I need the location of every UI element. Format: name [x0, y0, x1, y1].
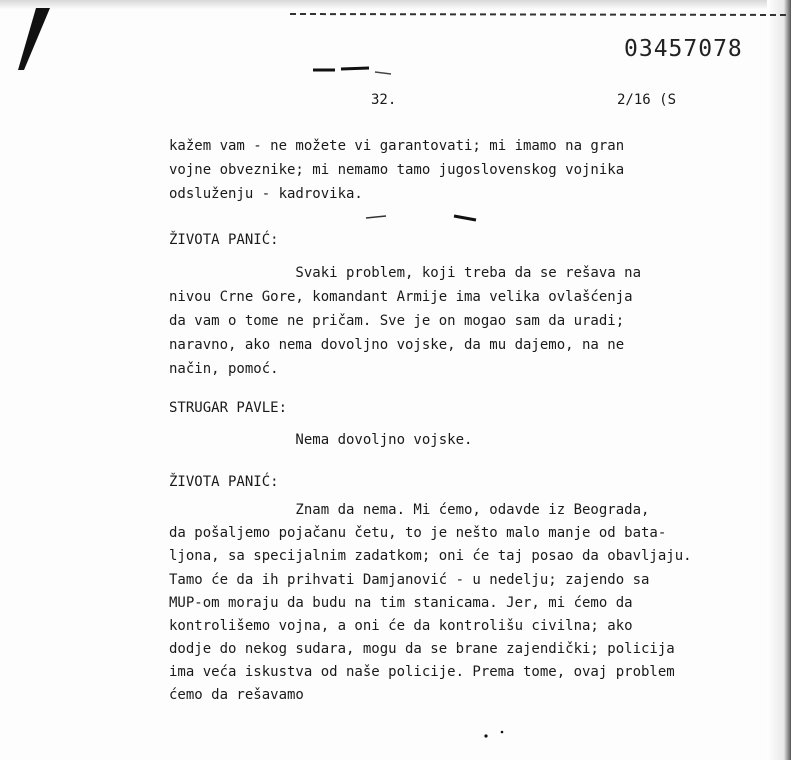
text-line: ljona, sa specijalnim zadatkom; oni će taj posao da obavljaju.: [169, 548, 692, 564]
scan-top-streak: [290, 6, 791, 22]
text-line: način, pomoć.: [169, 361, 279, 377]
text-line: ima veća iskustva od naše policije. Prema tome, ovaj problem: [169, 664, 675, 680]
document-number: 03457078: [624, 36, 743, 62]
text-line: MUP-om moraju da budu na tim stanicama. Jer, mi ćemo da: [169, 595, 633, 611]
text-line: ćemo da rešavamo: [169, 687, 304, 703]
scan-corner-mark: [14, 8, 74, 78]
scan-speckles: [480, 728, 540, 748]
text-line: vojne obveznike; mi nemamo tamo jugoslovenskog vojnika: [169, 162, 625, 178]
speaker-label: ŽIVOTA PANIĆ:: [169, 474, 279, 490]
text-line: da vam o tome ne pričam. Sve je on mogao sam da uradi;: [169, 313, 625, 329]
text-line: da pošaljemo pojačanu četu, to je nešto malo manje od bata-: [169, 525, 667, 541]
scan-right-edge: [767, 0, 791, 760]
speaker-label: STRUGAR PAVLE:: [169, 400, 288, 416]
text-line: naravno, ako nema dovoljno vojske, da mu dajemo, na ne: [169, 337, 625, 353]
reference-code: 2/16 (S: [617, 92, 677, 108]
text-line: Svaki problem, koji treba da se rešava na: [169, 265, 642, 281]
text-line: Znam da nema. Mi ćemo, odavde iz Beograda,: [169, 502, 650, 518]
text-line: dodje do nekog sudara, mogu da se brane zajendički; policija: [169, 641, 675, 657]
speaker-label: ŽIVOTA PANIĆ:: [169, 232, 279, 248]
page-number: 32.: [371, 92, 397, 108]
text-line: Nema dovoljno vojske.: [169, 432, 473, 448]
text-line: kontrolišemo vojna, a oni će da kontrolišu civilna; ako: [169, 618, 633, 634]
scan-dash-marks: [313, 64, 393, 78]
text-line: Tamo će da ih prihvati Damjanović - u nedelju; zajendo sa: [169, 572, 650, 588]
scan-mid-marks: [360, 208, 480, 228]
text-line: odsluženju - kadrovika.: [169, 186, 363, 202]
text-line: kažem vam - ne možete vi garantovati; mi imamo na gran: [169, 138, 625, 154]
text-line: nivou Crne Gore, komandant Armije ima velika ovlašćenja: [169, 289, 633, 305]
